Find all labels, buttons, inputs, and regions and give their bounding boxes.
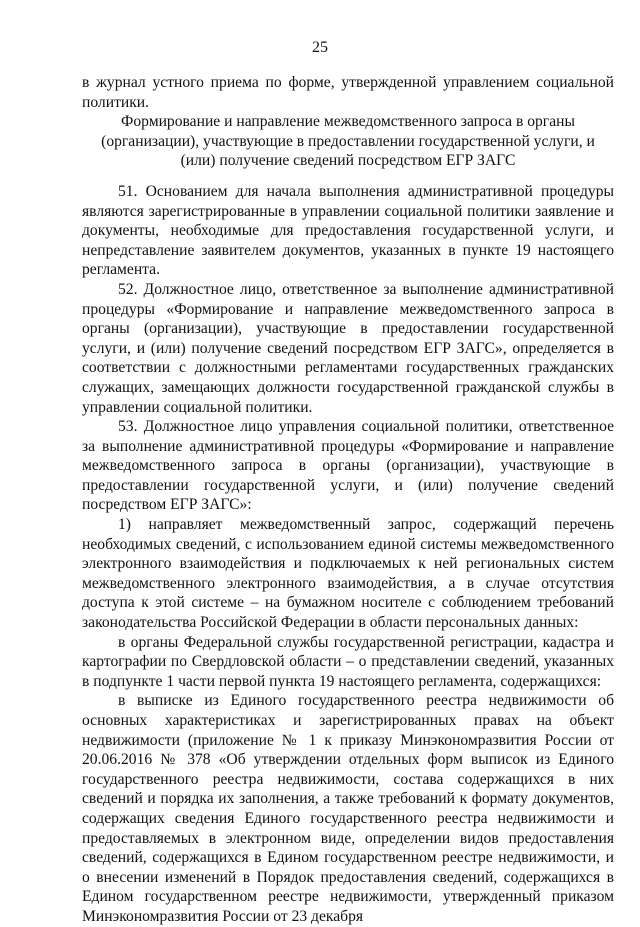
intro-paragraph: в журнал устного приема по форме, утвержденной управлением социальной политики. xyxy=(82,74,614,111)
page-content xyxy=(82,73,614,927)
subitem-1: 1) направляет межведомственный запрос, содержащий перечень необходимых сведений, с использованием единой системы межведомственного электронного взаимодействия и подключаемых к ней региональных систем межведомственного электронного взаимодействия, а в случае отсутствия доступа к этой системе – на бумажном носителе с соблюдением требований законодательства Российской Федерации в области персональных данных: xyxy=(82,516,614,632)
egrn-extract-paragraph: в выписке из Единого государственного реестра недвижимости об основных характеристиках и зарегистрированных правах на объект недвижимости (приложение № 1 к приказу Минэкономразвития России от 20.06.2016 № 378 «Об утверждении отдельных форм выписок из Единого государственного реестра недвижимости, состава содержащихся в них сведений и порядка их заполнения, а также требований к формату документов, содержащих сведения Единого государственного реестра недвижимости и предоставляемых в электронном виде, определении видов предоставления сведений, содержащихся в Едином государственном реестре недвижимости, и о внесении изменений в Порядок предоставления сведений, содержащихся в Едином государственном реестре недвижимости, утвержденный приказом Минэкономразвития России от 23 декабря xyxy=(82,692,614,925)
paragraph-52: 52. Должностное лицо, ответственное за выполнение административной процедуры «Формирование и направление межведомственного запроса в органы (организации), участвующие в предоставлении государственной услуги, и (или) получение сведений посредством ЕГР ЗАГС», определяется в соответствии с должностными регламентами государственных гражданских служащих, замещающих должности государственной гражданской службы в управлении социальной политики. xyxy=(82,280,614,416)
paragraph-53: 53. Должностное лицо управления социальной политики, ответственное за выполнение административной процедуры «Формирование и направление межведомственного запроса в органы (организации), участвующие в предоставлении государственной услуги, и (или) получение сведений посредством ЕГР ЗАГС»: xyxy=(82,418,614,514)
paragraph-51: 51. Основанием для начала выполнения административной процедуры являются зарегистрированные в управлении социальной политики заявление и документы, необходимые для предоставления государственной услуги, и непредставление заявителем документов, указанных в пункте 19 настоящего регламента. xyxy=(82,182,614,279)
rosreestr-paragraph: в органы Федеральной службы государственной регистрации, кадастра и картографии по Свердловской области – о представлении сведений, указанных в подпункте 1 части первой пункта 19 настоящего регламента, содержащихся: xyxy=(82,633,614,690)
section-heading: Формирование и направление межведомственного запроса в органы (организации), участвующие в предоставлении государственной услуги, и (или) получение сведений посредством ЕГР ЗАГС xyxy=(101,113,595,170)
page-number: 25 xyxy=(312,39,328,56)
